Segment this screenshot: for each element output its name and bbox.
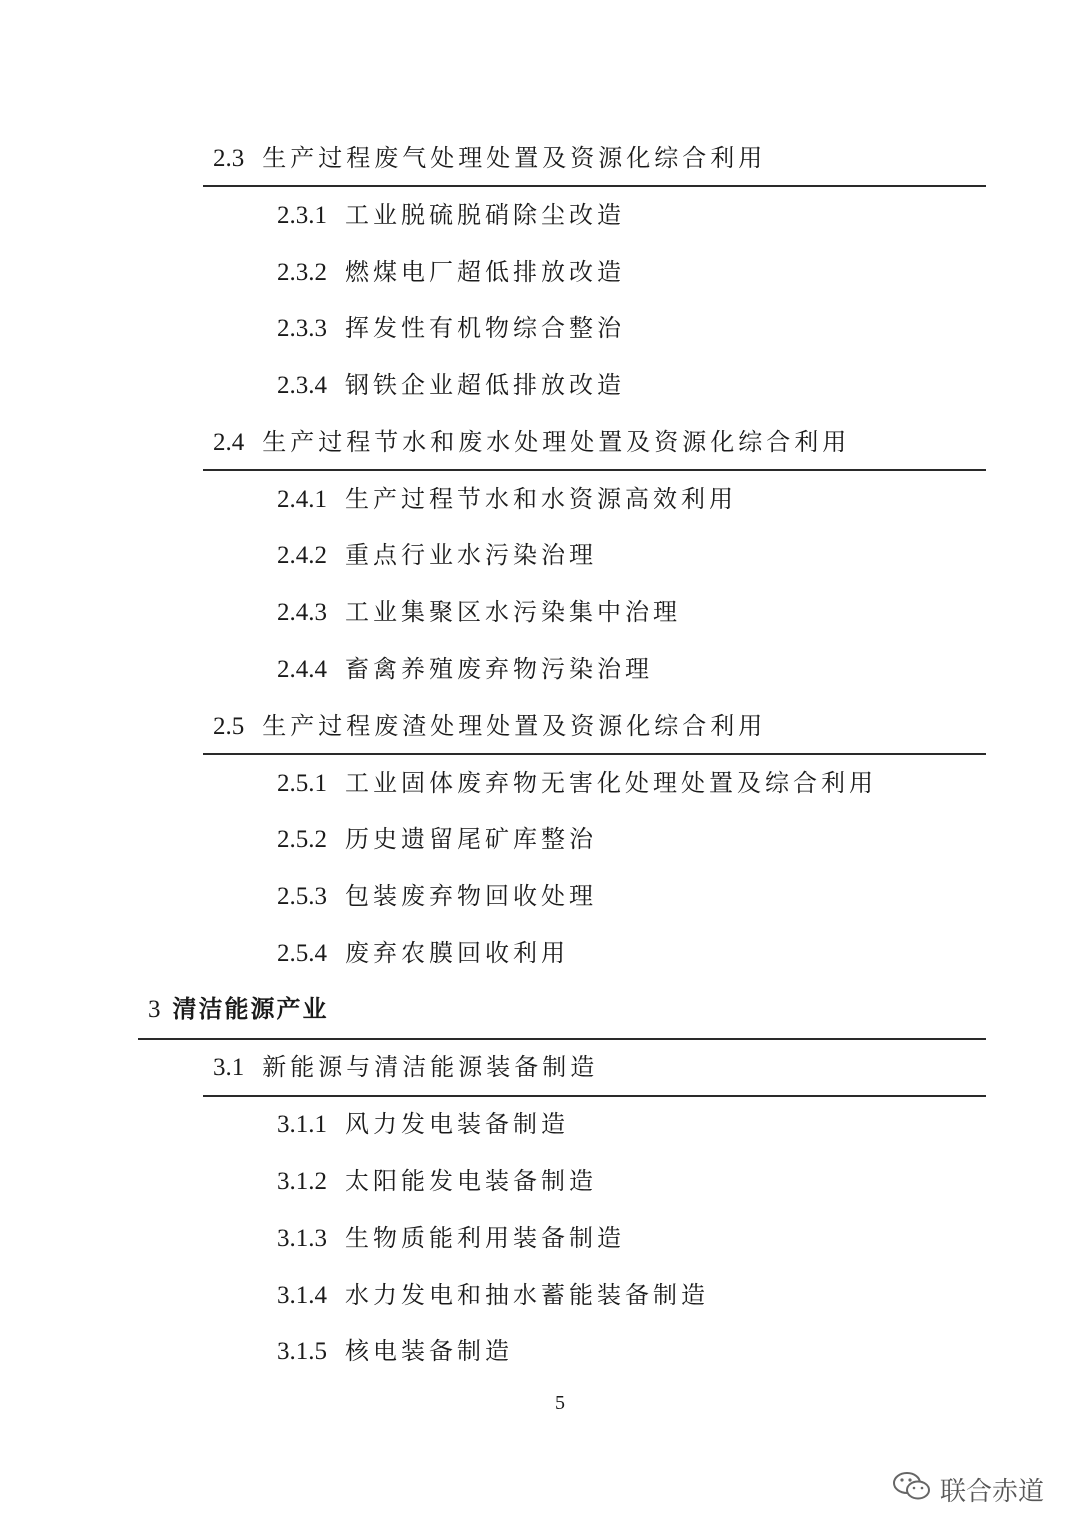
item-number: 3.1.1 (277, 1111, 327, 1138)
item-number: 3.1.4 (277, 1282, 327, 1309)
item-title: 废弃农膜回收利用 (345, 939, 569, 967)
item-title: 核电装备制造 (345, 1337, 513, 1365)
page-number: 5 (555, 1392, 565, 1414)
wechat-icon (892, 1470, 940, 1509)
item-2-4-4 (277, 657, 653, 682)
item-2-3-2 (277, 260, 625, 285)
item-number: 2.4.4 (277, 656, 327, 683)
heading-2-4 (213, 430, 850, 455)
item-2-3-4 (277, 373, 625, 398)
section-number: 2.4 (213, 429, 245, 456)
heading-rule (203, 185, 986, 187)
item-title: 重点行业水污染治理 (345, 541, 597, 569)
heading-3 (148, 994, 329, 1023)
heading-rule (203, 753, 986, 755)
item-3-1-1 (277, 1112, 569, 1137)
item-title: 挥发性有机物综合整治 (345, 314, 625, 342)
item-2-3-3 (277, 316, 625, 341)
section-title: 新能源与清洁能源装备制造 (262, 1053, 599, 1081)
item-3-1-5 (277, 1339, 513, 1364)
item-number: 2.5.2 (277, 826, 327, 853)
item-number: 2.3.1 (277, 202, 327, 229)
item-number: 3.1.3 (277, 1225, 327, 1252)
item-number: 2.4.2 (277, 542, 327, 569)
heading-2-5 (213, 714, 766, 739)
item-2-5-3 (277, 884, 597, 909)
watermark (892, 1470, 1044, 1509)
chapter-number: 3 (148, 996, 161, 1023)
item-title: 燃煤电厂超低排放改造 (345, 258, 625, 286)
item-2-5-1 (277, 771, 877, 796)
item-title: 钢铁企业超低排放改造 (345, 371, 625, 399)
item-3-1-2 (277, 1169, 597, 1194)
item-number: 3.1.5 (277, 1338, 327, 1365)
item-title: 工业脱硫脱硝除尘改造 (345, 201, 625, 229)
item-number: 2.5.1 (277, 770, 327, 797)
item-2-4-1 (277, 487, 737, 512)
heading-3-1 (213, 1055, 598, 1080)
item-title: 风力发电装备制造 (345, 1110, 569, 1138)
item-number: 2.3.4 (277, 372, 327, 399)
item-number: 2.4.1 (277, 486, 327, 513)
item-2-4-2 (277, 543, 597, 568)
chapter-title: 清洁能源产业 (172, 994, 329, 1023)
item-title: 畜禽养殖废弃物污染治理 (345, 655, 653, 683)
item-title: 生物质能利用装备制造 (345, 1224, 625, 1252)
item-number: 2.3.2 (277, 259, 327, 286)
heading-2-3 (213, 146, 766, 171)
item-number: 3.1.2 (277, 1168, 327, 1195)
item-number: 2.4.3 (277, 599, 327, 626)
heading-rule (203, 469, 986, 471)
section-title: 生产过程废渣处理处置及资源化综合利用 (262, 712, 767, 740)
item-title: 包装废弃物回收处理 (345, 882, 597, 910)
item-2-4-3 (277, 600, 681, 625)
chapter-rule (138, 1038, 986, 1040)
heading-rule (203, 1095, 986, 1097)
item-title: 工业集聚区水污染集中治理 (345, 598, 681, 626)
item-2-3-1 (277, 203, 625, 228)
item-title: 水力发电和抽水蓄能装备制造 (345, 1281, 709, 1309)
section-title: 生产过程废气处理处置及资源化综合利用 (262, 144, 767, 172)
watermark-text: 联合赤道 (939, 1477, 1044, 1507)
item-title: 太阳能发电装备制造 (345, 1167, 597, 1195)
item-title: 工业固体废弃物无害化处理处置及综合利用 (345, 769, 877, 797)
item-3-1-4 (277, 1283, 709, 1308)
section-number: 3.1 (213, 1054, 245, 1081)
item-2-5-4 (277, 941, 569, 966)
item-3-1-3 (277, 1226, 625, 1251)
item-2-5-2 (277, 827, 597, 852)
item-number: 2.5.4 (277, 940, 327, 967)
item-number: 2.5.3 (277, 883, 327, 910)
section-number: 2.3 (213, 145, 245, 172)
section-number: 2.5 (213, 713, 245, 740)
item-title: 历史遗留尾矿库整治 (345, 825, 597, 853)
item-number: 2.3.3 (277, 315, 327, 342)
item-title: 生产过程节水和水资源高效利用 (345, 485, 737, 513)
section-title: 生产过程节水和废水处理处置及资源化综合利用 (262, 428, 851, 456)
